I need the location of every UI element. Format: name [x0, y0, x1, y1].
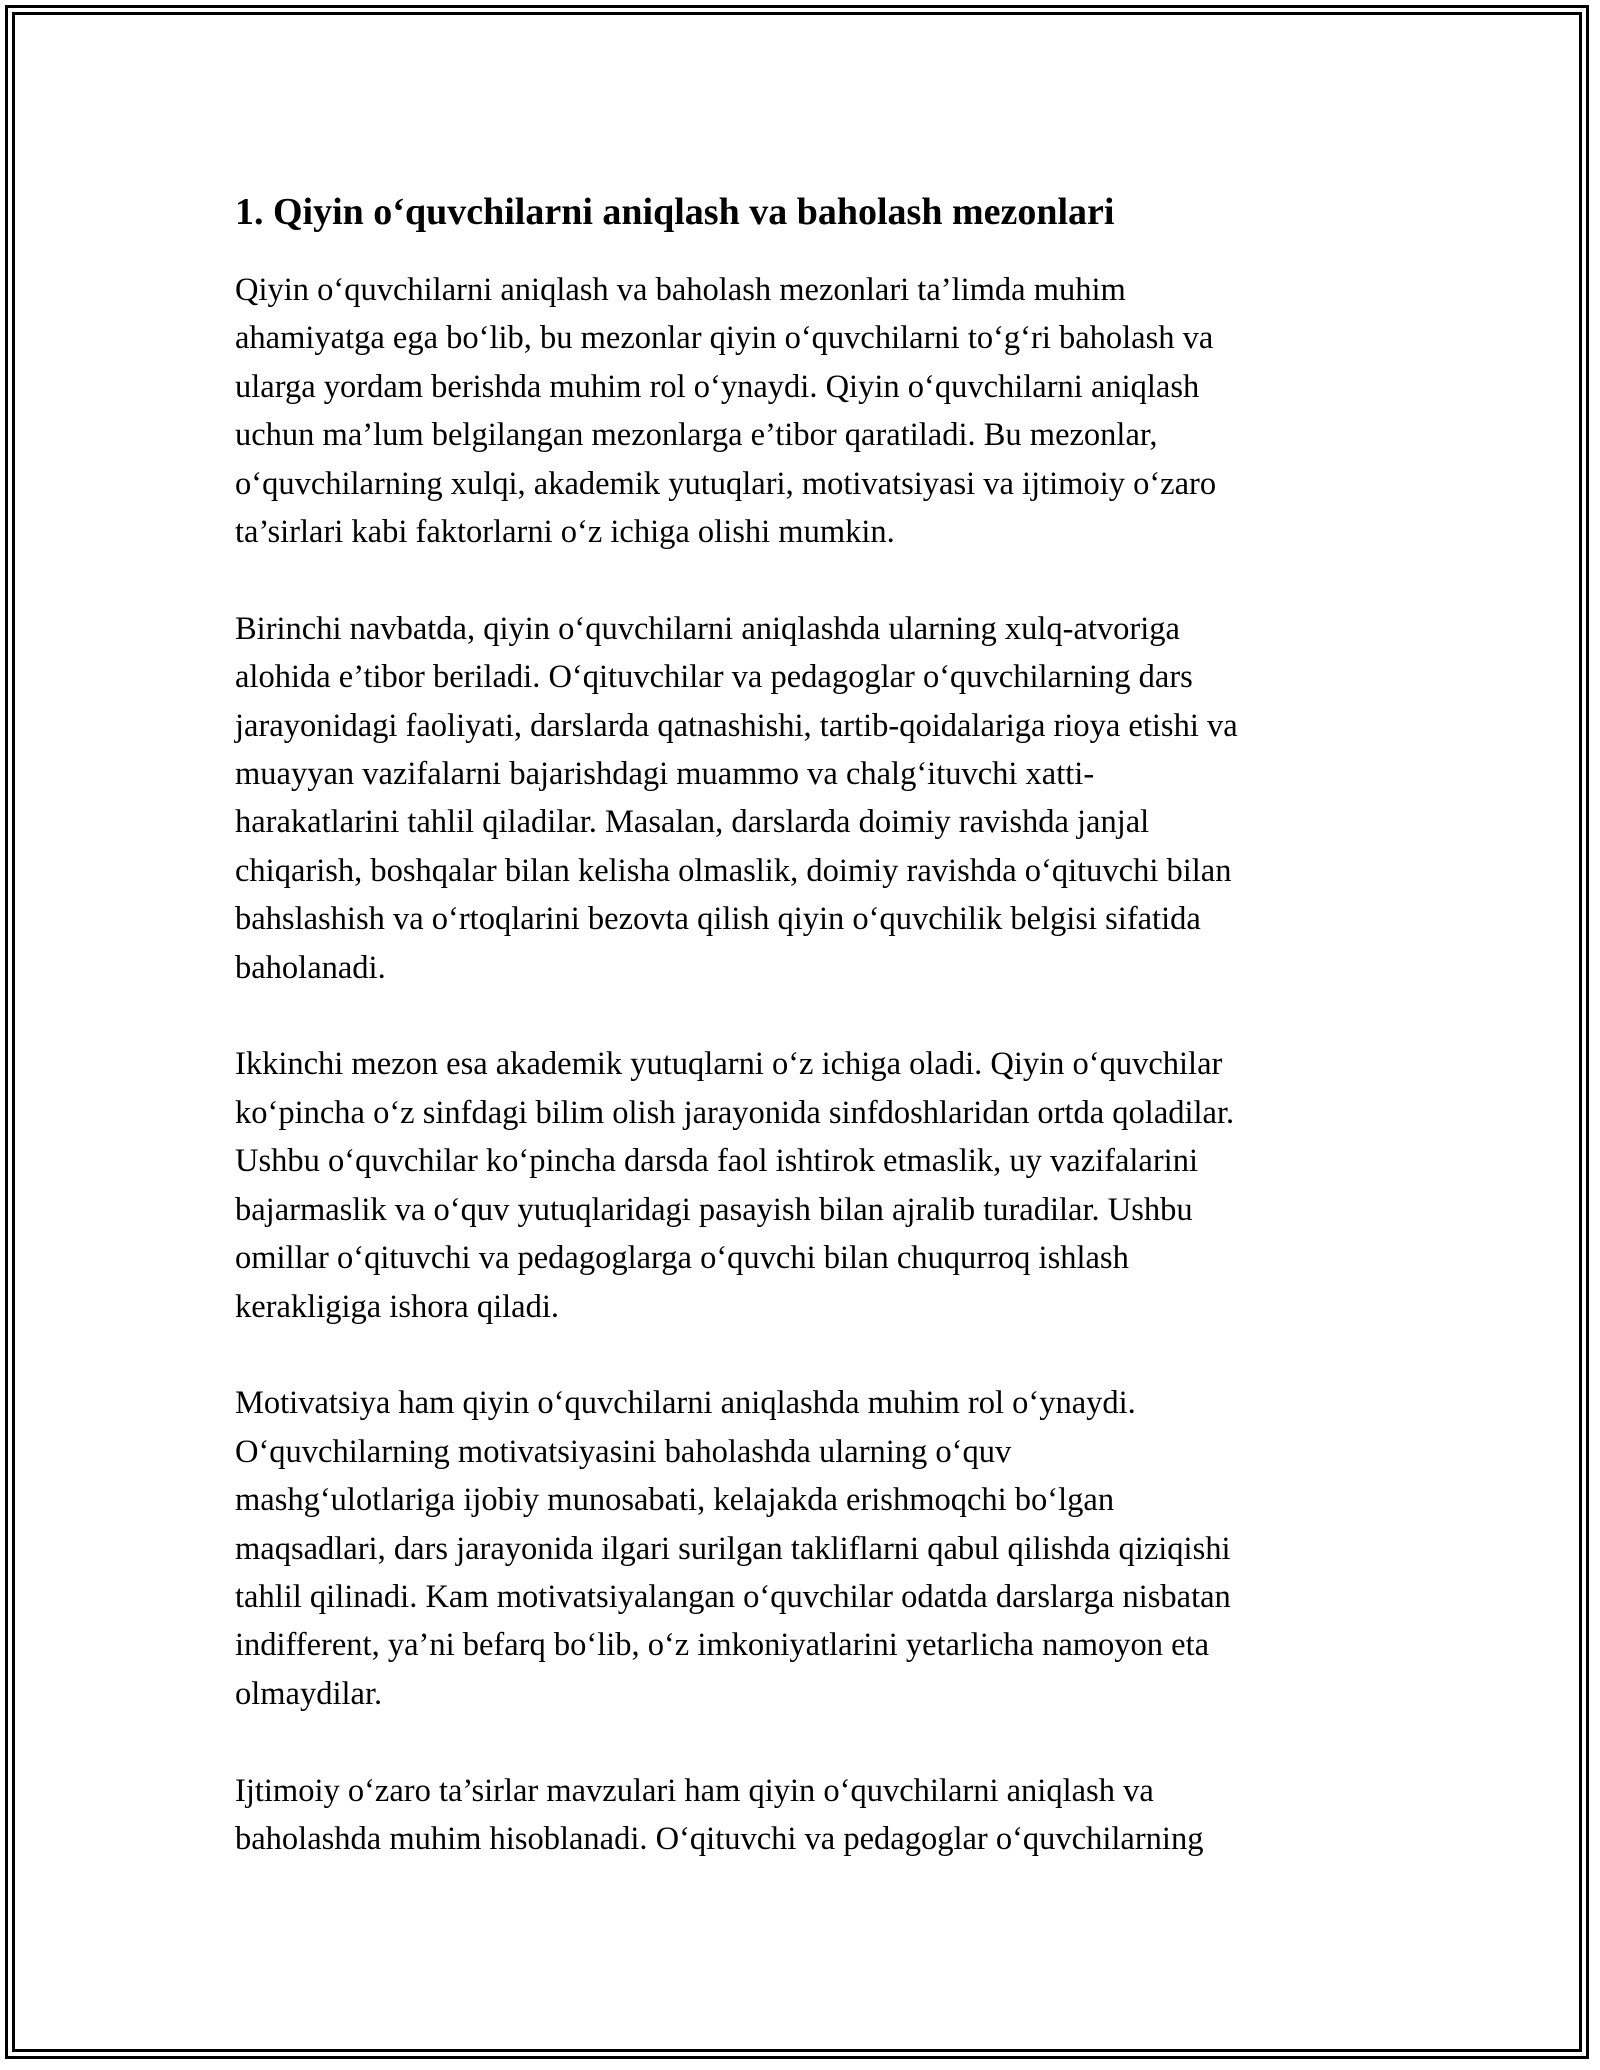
text-line: maqsadlari, dars jarayonida ilgari surilgan takliflarni qabul qilishda qiziqishi — [235, 1530, 1231, 1567]
text-line: Ushbu o‘quvchilar ko‘pincha darsda faol ishtirok etmaslik, uy vazifalarini — [235, 1143, 1198, 1180]
document-body — [235, 188, 1385, 1912]
text-line: chiqarish, boshqalar bilan kelisha olmaslik, doimiy ravishda o‘qituvchi bilan — [235, 852, 1232, 889]
text-line: bajarmaslik va o‘quv yutuqlaridagi pasayish bilan ajralib turadilar. Ushbu — [235, 1191, 1193, 1228]
text-line: uchun ma’lum belgilangan mezonlarga e’tibor qaratiladi. Bu mezonlar, — [235, 417, 1158, 454]
text-line: omillar o‘qituvchi va pedagoglarga o‘quvchi bilan chuqurroq ishlash — [235, 1240, 1129, 1277]
text-line: ularga yordam berishda muhim rol o‘ynaydi. Qiyin o‘quvchilarni aniqlash — [235, 368, 1200, 405]
text-line: ko‘pincha o‘z sinfdagi bilim olish jarayonida sinfdoshlaridan ortda qoladilar. — [235, 1094, 1235, 1131]
text-line: Qiyin o‘quvchilarni aniqlash va baholash mezonlari ta’limda muhim — [235, 272, 1126, 308]
paragraph-3 — [235, 1040, 1385, 1330]
text-line: Ijtimoiy o‘zaro ta’sirlar mavzulari ham qiyin o‘quvchilarni aniqlash va — [235, 1772, 1154, 1809]
text-line: o‘quvchilarning xulqi, akademik yutuqlari, motivatsiyasi va ijtimoiy o‘zaro — [235, 465, 1217, 502]
paragraph-2 — [235, 605, 1385, 992]
text-line: Ikkinchi mezon esa akademik yutuqlarni o‘z ichiga oladi. Qiyin o‘quvchilar — [235, 1046, 1223, 1083]
paragraph-5 — [235, 1767, 1385, 1864]
text-line: ta’sirlari kabi faktorlarni o‘z ichiga olishi mumkin. — [235, 514, 895, 551]
paragraph-1 — [235, 266, 1385, 556]
text-line: ahamiyatga ega bo‘lib, bu mezonlar qiyin o‘quvchilarni to‘g‘ri baholash va — [235, 320, 1214, 357]
text-line: O‘quvchilarning motivatsiyasini baholashda ularning o‘quv — [235, 1433, 1012, 1470]
text-line: baholashda muhim hisoblanadi. O‘qituvchi va pedagoglar o‘quvchilarning — [235, 1820, 1204, 1857]
text-line: bahslashish va o‘rtoqlarini bezovta qilish qiyin o‘quvchilik belgisi sifatida — [235, 901, 1201, 938]
text-line: Motivatsiya ham qiyin o‘quvchilarni aniqlashda muhim rol o‘ynaydi. — [235, 1385, 1136, 1422]
paragraph-4 — [235, 1379, 1385, 1718]
text-line: tahlil qilinadi. Kam motivatsiyalangan o‘quvchilar odatda darslarga nisbatan — [235, 1578, 1231, 1615]
text-line: baholanadi. — [235, 949, 386, 986]
text-line: mashg‘ulotlariga ijobiy munosabati, kelajakda erishmoqchi bo‘lgan — [235, 1482, 1115, 1519]
text-line: jarayonidagi faoliyati, darslarda qatnashishi, tartib-qoidalariga rioya etishi va — [235, 707, 1238, 744]
section-heading: 1. Qiyin o‘quvchilarni aniqlash va baholash mezonlari — [235, 191, 1115, 233]
text-line: alohida e’tibor beriladi. O‘qituvchilar va pedagoglar o‘quvchilarning dars — [235, 659, 1193, 696]
text-line: kerakligiga ishora qiladi. — [235, 1288, 560, 1325]
text-line: harakatlarini tahlil qiladilar. Masalan, darslarda doimiy ravishda janjal — [235, 804, 1150, 841]
text-line: Birinchi navbatda, qiyin o‘quvchilarni aniqlashda ularning xulq-atvoriga — [235, 610, 1180, 647]
text-line: olmaydilar. — [235, 1675, 383, 1712]
text-line: indifferent, ya’ni befarq bo‘lib, o‘z imkoniyatlarini yetarlicha namoyon eta — [235, 1627, 1210, 1664]
text-line: muayyan vazifalarni bajarishdagi muammo va chalg‘ituvchi xatti- — [235, 756, 1095, 793]
